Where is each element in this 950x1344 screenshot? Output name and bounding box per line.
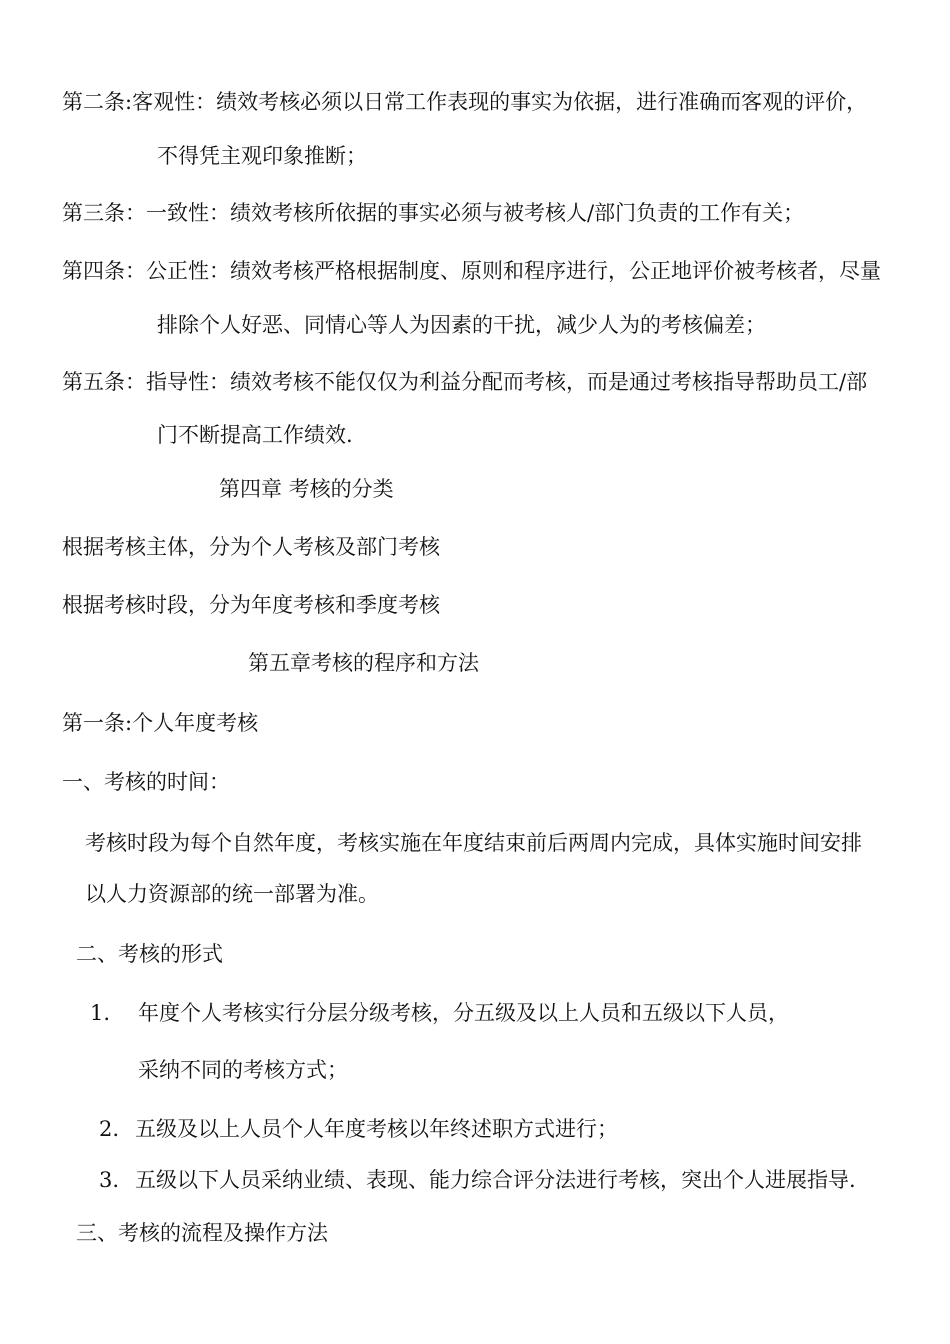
- classification-by-period: 根据考核时段，分为年度考核和季度考核: [62, 593, 440, 617]
- list-number-2: 2.: [99, 1117, 120, 1141]
- section-1-heading: 一、考核的时间：: [62, 770, 230, 794]
- article-4-fairness: 第四条：公正性：绩效考核严格根据制度、原则和程序进行，公正地评价被考核者，尽量: [62, 259, 881, 283]
- article-2-objectivity: 第二条:客观性：绩效考核必须以日常工作表现的事实为依据，进行准确而客观的评价，: [62, 90, 868, 114]
- section-1-paragraph: 考核时段为每个自然年度，考核实施在年度结束前后两周内完成，具体实施时间安排: [85, 831, 862, 855]
- list-number-3: 3.: [99, 1168, 120, 1192]
- chapter-5-heading: 第五章考核的程序和方法: [248, 651, 479, 675]
- article-5-guidance: 第五条：指导性：绩效考核不能仅仅为利益分配而考核，而是通过考核指导帮助员工/部: [62, 370, 868, 394]
- article-3-consistency: 第三条：一致性：绩效考核所依据的事实必须与被考核人/部门负责的工作有关；: [62, 201, 805, 225]
- classification-by-subject: 根据考核主体，分为个人考核及部门考核: [62, 535, 440, 559]
- list-number-1: 1.: [90, 1001, 111, 1025]
- list-item-2: 五级及以上人员个人年度考核以年终述职方式进行；: [135, 1117, 618, 1141]
- section-3-heading: 三、考核的流程及操作方法: [76, 1221, 328, 1245]
- chapter-4-heading: 第四章 考核的分类: [219, 477, 394, 501]
- article-2-continuation: 不得凭主观印象推断；: [157, 144, 367, 168]
- list-item-1: 年度个人考核实行分层分级考核，分五级及以上人员和五级以下人员，: [138, 1001, 789, 1025]
- list-item-1-continuation: 采纳不同的考核方式；: [138, 1058, 348, 1082]
- section-1-paragraph-continuation: 以人力资源部的统一部署为准。: [85, 882, 379, 906]
- list-item-3: 五级以下人员采纳业绩、表现、能力综合评分法进行考核，突出个人进展指导.: [135, 1168, 856, 1192]
- article-4-continuation: 排除个人好恶、同情心等人为因素的干扰，减少人为的考核偏差；: [157, 313, 766, 337]
- article-5-continuation: 门不断提高工作绩效.: [157, 423, 353, 447]
- section-2-heading: 二、考核的形式: [76, 942, 223, 966]
- article-1-annual-assessment: 第一条:个人年度考核: [62, 711, 259, 735]
